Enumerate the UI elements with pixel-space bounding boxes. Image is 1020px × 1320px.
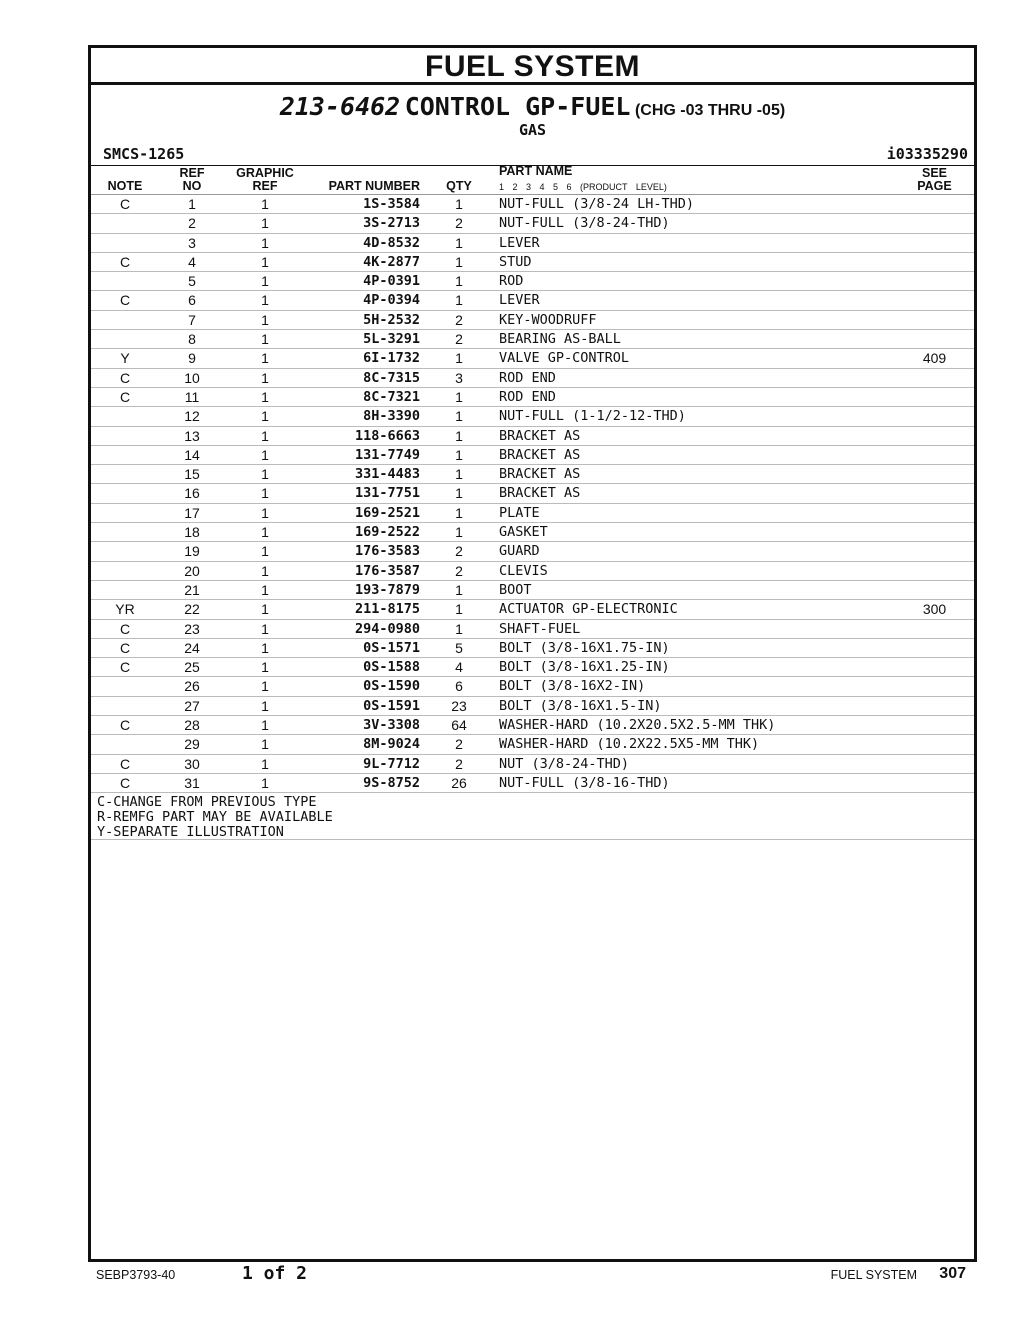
row-graphic-ref: 1	[261, 697, 269, 714]
row-ref-no: 22	[184, 601, 200, 618]
row-graphic-ref: 1	[261, 678, 269, 695]
row-note: C	[119, 369, 131, 386]
footer-page-of: 1 of 2	[242, 1263, 308, 1284]
table-row	[91, 774, 974, 793]
footer-page-number: 307	[939, 1265, 966, 1282]
row-qty: 23	[451, 697, 467, 714]
row-part-name: BOLT (3/8-16X2-IN)	[499, 678, 646, 695]
row-ref-no: 27	[184, 697, 200, 714]
table-row	[91, 214, 974, 233]
row-ref-no: 26	[184, 678, 200, 695]
table-row	[91, 697, 974, 716]
row-graphic-ref: 1	[261, 717, 269, 734]
table-row	[91, 291, 974, 310]
row-qty: 2	[455, 736, 463, 753]
row-ref-no: 20	[184, 562, 200, 579]
table-row	[91, 600, 974, 619]
table-row	[91, 253, 974, 272]
row-part-number: 169-2521	[354, 504, 420, 521]
row-graphic-ref: 1	[261, 485, 269, 502]
header-ref-2: NO	[182, 179, 202, 193]
row-graphic-ref: 1	[261, 601, 269, 618]
header-graphic-1: GRAPHIC	[236, 166, 294, 180]
row-qty: 2	[455, 755, 463, 772]
row-part-name: WASHER-HARD (10.2X20.5X2.5-MM THK)	[499, 717, 776, 734]
row-graphic-ref: 1	[261, 774, 269, 791]
row-graphic-ref: 1	[261, 408, 269, 425]
row-part-number: 4P-0391	[363, 273, 420, 290]
row-ref-no: 14	[184, 446, 200, 463]
row-part-name: NUT-FULL (3/8-24 LH-THD)	[499, 196, 695, 212]
row-part-number: 0S-1590	[363, 678, 420, 695]
table-row	[91, 446, 974, 465]
row-part-number: 176-3587	[354, 562, 420, 579]
row-qty: 2	[455, 562, 463, 579]
table-row	[91, 427, 974, 446]
group-heading	[91, 93, 974, 121]
row-part-number: 211-8175	[354, 601, 420, 618]
row-part-name: KEY-WOODRUFF	[499, 311, 597, 328]
row-part-number: 0S-1571	[363, 639, 420, 656]
row-qty: 1	[455, 273, 463, 290]
row-ref-no: 3	[188, 234, 196, 251]
row-qty: 1	[455, 427, 463, 444]
row-part-number: 169-2522	[354, 524, 420, 541]
row-ref-no: 11	[184, 388, 200, 405]
row-ref-no: 18	[184, 524, 200, 541]
row-graphic-ref: 1	[261, 196, 269, 212]
row-ref-no: 17	[184, 504, 200, 521]
row-qty: 2	[455, 543, 463, 560]
table-row	[91, 504, 974, 523]
row-part-name: GUARD	[499, 543, 540, 560]
row-qty: 1	[455, 196, 463, 212]
row-graphic-ref: 1	[261, 736, 269, 753]
table-row	[91, 311, 974, 330]
header-see-1: SEE	[921, 166, 947, 180]
row-part-number: 5L-3291	[363, 331, 420, 348]
row-part-name: NUT-FULL (1-1/2-12-THD)	[499, 408, 686, 425]
table-row	[91, 330, 974, 349]
row-ref-no: 5	[188, 273, 196, 290]
row-part-name: BEARING AS-BALL	[499, 331, 621, 348]
row-part-name: GASKET	[499, 524, 548, 541]
row-ref-no: 9	[188, 350, 196, 367]
row-graphic-ref: 1	[261, 466, 269, 483]
row-ref-no: 2	[188, 215, 196, 232]
row-part-number: 0S-1588	[363, 659, 420, 676]
row-ref-no: 1	[188, 196, 196, 212]
row-note: C	[119, 620, 131, 637]
row-part-name: ROD	[499, 273, 524, 290]
row-part-name: ROD END	[499, 369, 556, 386]
row-note: C	[119, 292, 131, 309]
reference-row	[91, 141, 974, 165]
row-graphic-ref: 1	[261, 311, 269, 328]
table-header	[91, 165, 974, 195]
row-part-number: 193-7879	[354, 581, 420, 598]
row-part-number: 6I-1732	[363, 350, 420, 367]
row-graphic-ref: 1	[261, 543, 269, 560]
table-row	[91, 639, 974, 658]
row-part-number: 176-3583	[354, 543, 420, 560]
row-qty: 1	[455, 388, 463, 405]
row-graphic-ref: 1	[261, 427, 269, 444]
row-ref-no: 21	[184, 581, 200, 598]
table-row	[91, 195, 974, 214]
table-row	[91, 677, 974, 696]
row-ref-no: 16	[184, 485, 200, 502]
row-part-number: 131-7749	[354, 446, 420, 463]
table-row	[91, 523, 974, 542]
group-name: CONTROL GP-FUEL	[404, 92, 631, 121]
row-ref-no: 24	[184, 639, 200, 656]
row-qty: 1	[455, 234, 463, 251]
row-part-number: 8C-7315	[363, 369, 420, 386]
row-note: C	[119, 253, 131, 270]
table-row	[91, 369, 974, 388]
table-row	[91, 349, 974, 368]
table-row	[91, 465, 974, 484]
row-part-number: 131-7751	[354, 485, 420, 502]
row-part-name: WASHER-HARD (10.2X22.5X5-MM THK)	[499, 736, 760, 753]
row-part-number: 4D-8532	[363, 234, 420, 251]
row-ref-no: 7	[188, 311, 196, 328]
table-row	[91, 388, 974, 407]
row-ref-no: 12	[184, 408, 200, 425]
row-part-number: 9L-7712	[363, 755, 420, 772]
note-line: Y-SEPARATE ILLUSTRATION	[97, 824, 284, 841]
header-part-name: PART NAME	[499, 164, 573, 178]
row-part-name: BOLT (3/8-16X1.5-IN)	[499, 697, 662, 714]
row-note: C	[119, 755, 131, 772]
row-graphic-ref: 1	[261, 504, 269, 521]
table-row	[91, 581, 974, 600]
table-row	[91, 735, 974, 754]
row-part-name: BRACKET AS	[499, 466, 581, 483]
row-part-name: BRACKET AS	[499, 446, 581, 463]
row-graphic-ref: 1	[261, 253, 269, 270]
row-part-number: 0S-1591	[363, 697, 420, 714]
footer-doc-id: SEBP3793-40	[96, 1268, 176, 1282]
row-graphic-ref: 1	[261, 292, 269, 309]
header-note: NOTE	[107, 179, 143, 193]
parts-table-body	[91, 195, 974, 793]
row-qty: 1	[455, 350, 463, 367]
row-qty: 1	[455, 601, 463, 618]
row-part-number: 294-0980	[354, 620, 420, 637]
row-part-number: 118-6663	[354, 427, 420, 444]
table-row	[91, 562, 974, 581]
row-part-number: 8M-9024	[363, 736, 420, 753]
row-ref-no: 13	[184, 427, 200, 444]
row-graphic-ref: 1	[261, 639, 269, 656]
table-row	[91, 755, 974, 774]
table-row	[91, 484, 974, 503]
row-note: C	[119, 774, 131, 791]
table-row	[91, 407, 974, 426]
row-ref-no: 6	[188, 292, 196, 309]
row-graphic-ref: 1	[261, 524, 269, 541]
row-part-name: VALVE GP-CONTROL	[499, 350, 630, 367]
footer-section: FUEL SYSTEM	[830, 1268, 917, 1282]
row-graphic-ref: 1	[261, 581, 269, 598]
row-part-name: LEVER	[499, 234, 540, 251]
row-part-name: NUT-FULL (3/8-16-THD)	[499, 774, 670, 791]
row-part-name: CLEVIS	[499, 562, 548, 579]
row-graphic-ref: 1	[261, 350, 269, 367]
row-part-name: SHAFT-FUEL	[499, 620, 581, 637]
row-qty: 1	[455, 446, 463, 463]
row-part-name: ROD END	[499, 388, 556, 405]
row-qty: 2	[455, 311, 463, 328]
illustration-reference: i03335290	[886, 145, 968, 163]
row-part-name: NUT-FULL (3/8-24-THD)	[499, 215, 670, 232]
row-ref-no: 19	[184, 543, 200, 560]
table-row	[91, 542, 974, 561]
row-graphic-ref: 1	[261, 215, 269, 232]
row-qty: 1	[455, 524, 463, 541]
row-part-name: BOLT (3/8-16X1.75-IN)	[499, 639, 670, 656]
row-qty: 1	[455, 620, 463, 637]
row-part-name: BOOT	[499, 581, 532, 598]
row-part-number: 1S-3584	[363, 196, 420, 212]
table-row	[91, 620, 974, 639]
row-part-name: BRACKET AS	[499, 485, 581, 502]
row-note: C	[119, 196, 131, 212]
table-row	[91, 716, 974, 735]
row-see-page: 300	[922, 601, 947, 618]
parts-list-frame	[88, 45, 977, 1262]
row-ref-no: 29	[184, 736, 200, 753]
row-qty: 2	[455, 331, 463, 348]
note-line: R-REMFG PART MAY BE AVAILABLE	[97, 809, 333, 826]
row-ref-no: 8	[188, 331, 196, 348]
header-qty: QTY	[446, 179, 472, 193]
header-graphic-2: REF	[252, 179, 278, 193]
row-ref-no: 31	[184, 774, 200, 791]
row-graphic-ref: 1	[261, 562, 269, 579]
row-part-number: 331-4483	[354, 466, 420, 483]
row-qty: 1	[455, 292, 463, 309]
row-qty: 1	[455, 466, 463, 483]
row-qty: 1	[455, 581, 463, 598]
row-ref-no: 28	[184, 717, 200, 734]
row-graphic-ref: 1	[261, 331, 269, 348]
row-graphic-ref: 1	[261, 620, 269, 637]
table-row	[91, 658, 974, 677]
row-graphic-ref: 1	[261, 446, 269, 463]
row-part-name: PLATE	[499, 504, 540, 521]
row-part-name: BOLT (3/8-16X1.25-IN)	[499, 659, 670, 676]
row-part-number: 3V-3308	[363, 717, 420, 734]
row-part-name: LEVER	[499, 292, 540, 309]
row-qty: 6	[455, 678, 463, 695]
row-part-number: 8H-3390	[363, 408, 420, 425]
notes-legend	[91, 793, 974, 840]
row-qty: 5	[455, 639, 463, 656]
row-graphic-ref: 1	[261, 234, 269, 251]
header-see-2: PAGE	[917, 179, 952, 193]
row-ref-no: 4	[188, 253, 196, 270]
row-note: C	[119, 639, 131, 656]
table-row	[91, 234, 974, 253]
row-part-number: 3S-2713	[363, 215, 420, 232]
row-qty: 1	[455, 485, 463, 502]
row-qty: 26	[451, 774, 467, 791]
row-graphic-ref: 1	[261, 273, 269, 290]
row-ref-no: 10	[184, 369, 200, 386]
row-note: Y	[120, 350, 130, 367]
row-part-number: 9S-8752	[363, 774, 420, 791]
smcs-code: SMCS-1265	[103, 145, 185, 163]
group-number: 213-6462	[279, 92, 401, 121]
row-graphic-ref: 1	[261, 388, 269, 405]
row-qty: 3	[455, 369, 463, 386]
row-part-number: 4P-0394	[363, 292, 420, 309]
row-qty: 1	[455, 504, 463, 521]
row-part-number: 8C-7321	[363, 388, 420, 405]
section-title: FUEL SYSTEM	[91, 48, 974, 85]
row-part-name: STUD	[499, 253, 532, 270]
group-change-note: (CHG -03 THRU -05)	[634, 102, 786, 119]
row-part-name: ACTUATOR GP-ELECTRONIC	[499, 601, 678, 618]
row-graphic-ref: 1	[261, 755, 269, 772]
row-graphic-ref: 1	[261, 659, 269, 676]
row-see-page: 409	[922, 350, 947, 367]
row-qty: 1	[455, 408, 463, 425]
header-part-number: PART NUMBER	[328, 179, 420, 193]
header-ref-1: REF	[179, 166, 205, 180]
row-part-name: BRACKET AS	[499, 427, 581, 444]
row-qty: 64	[451, 717, 467, 734]
row-ref-no: 25	[184, 659, 200, 676]
row-ref-no: 30	[184, 755, 200, 772]
row-note: C	[119, 388, 131, 405]
row-note: C	[119, 717, 131, 734]
row-ref-no: 15	[184, 466, 200, 483]
row-graphic-ref: 1	[261, 369, 269, 386]
note-line: C-CHANGE FROM PREVIOUS TYPE	[97, 794, 317, 811]
row-qty: 1	[455, 253, 463, 270]
header-product-levels: 1 2 3 4 5 6 (PRODUCT LEVEL)	[499, 182, 667, 192]
row-qty: 2	[455, 215, 463, 232]
row-note: YR	[115, 601, 135, 618]
row-part-name: NUT (3/8-24-THD)	[499, 755, 630, 772]
row-ref-no: 23	[184, 620, 200, 637]
row-note: C	[119, 659, 131, 676]
table-row	[91, 272, 974, 291]
row-qty: 4	[455, 659, 463, 676]
row-part-number: 5H-2532	[363, 311, 420, 328]
group-subtitle: GAS	[518, 121, 547, 139]
row-part-number: 4K-2877	[363, 253, 420, 270]
